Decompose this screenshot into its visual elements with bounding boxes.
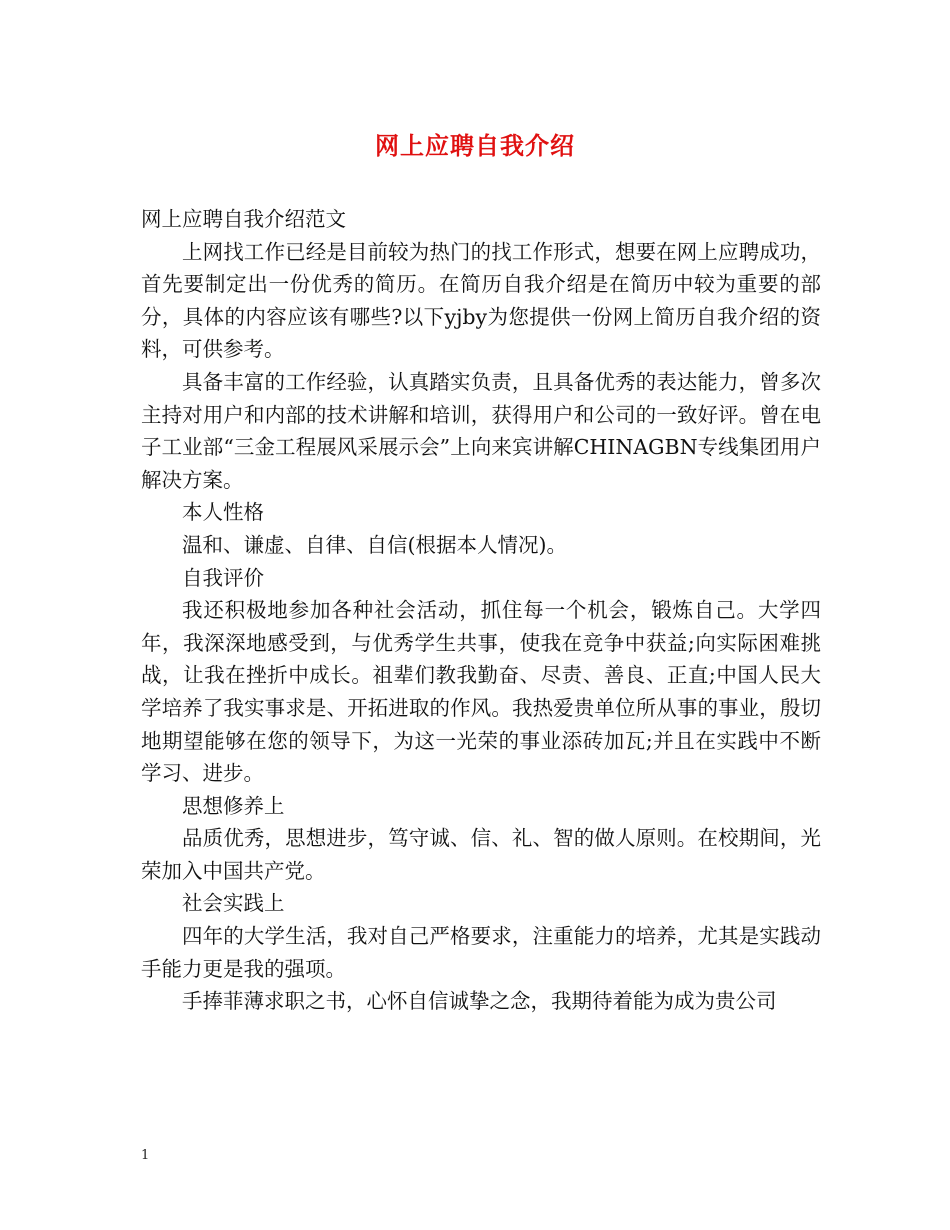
heading-personality: 本人性格: [182, 500, 264, 525]
document-subtitle: 网上应聘自我介绍范文: [141, 207, 346, 231]
paragraph-social-practice: 四年的大学生活，我对自己严格要求，注重能力的培养，尤其是实践动手能力更是我的强项。: [141, 924, 821, 981]
paragraph-closing: 手捧菲薄求职之书，心怀自信诚挚之念，我期待着能为成为贵公司: [182, 989, 777, 1014]
document-body: [141, 203, 821, 1018]
paragraph-intro: 上网找工作已经是目前较为热门的找工作形式，想要在网上应聘成功，首先要制定出一份优秀的简历。在简历自我介绍是在简历中较为重要的部分，具体的内容应该有哪些?以下yjby为您提供一份网上简历自我介绍的资料，可供参考。: [141, 239, 821, 362]
paragraph-ideology: 品质优秀，思想进步，笃守诚、信、礼、智的做人原则。在校期间，光荣加入中国共产党。: [141, 826, 821, 883]
document-title: 网上应聘自我介绍: [375, 131, 575, 160]
heading-ideology: 思想修养上: [182, 793, 285, 818]
page-number: 1: [141, 1148, 150, 1163]
heading-social-practice: 社会实践上: [182, 891, 285, 916]
heading-self-evaluation: 自我评价: [182, 565, 264, 590]
paragraph-personality: 温和、谦虚、自律、自信(根据本人情况)。: [182, 532, 567, 557]
paragraph-experience: 具备丰富的工作经验，认真踏实负责，且具备优秀的表达能力，曾多次主持对用户和内部的技术讲解和培训，获得用户和公司的一致好评。曾在电子工业部“三金工程展风采展示会”上向来宾讲解CHINAGBN专线集团用户解决方案。: [141, 369, 821, 492]
paragraph-self-evaluation: 我还积极地参加各种社会活动，抓住每一个机会，锻炼自己。大学四年，我深深地感受到，与优秀学生共事，使我在竞争中获益;向实际困难挑战，让我在挫折中成长。祖辈们教我勤奋、尽责、善良、正直;中国人民大学培养了我实事求是、开拓进取的作风。我热爱贵单位所从事的事业，殷切地期望能够在您的领导下，为这一光荣的事业添砖加瓦;并且在实践中不断学习、进步。: [141, 598, 821, 786]
